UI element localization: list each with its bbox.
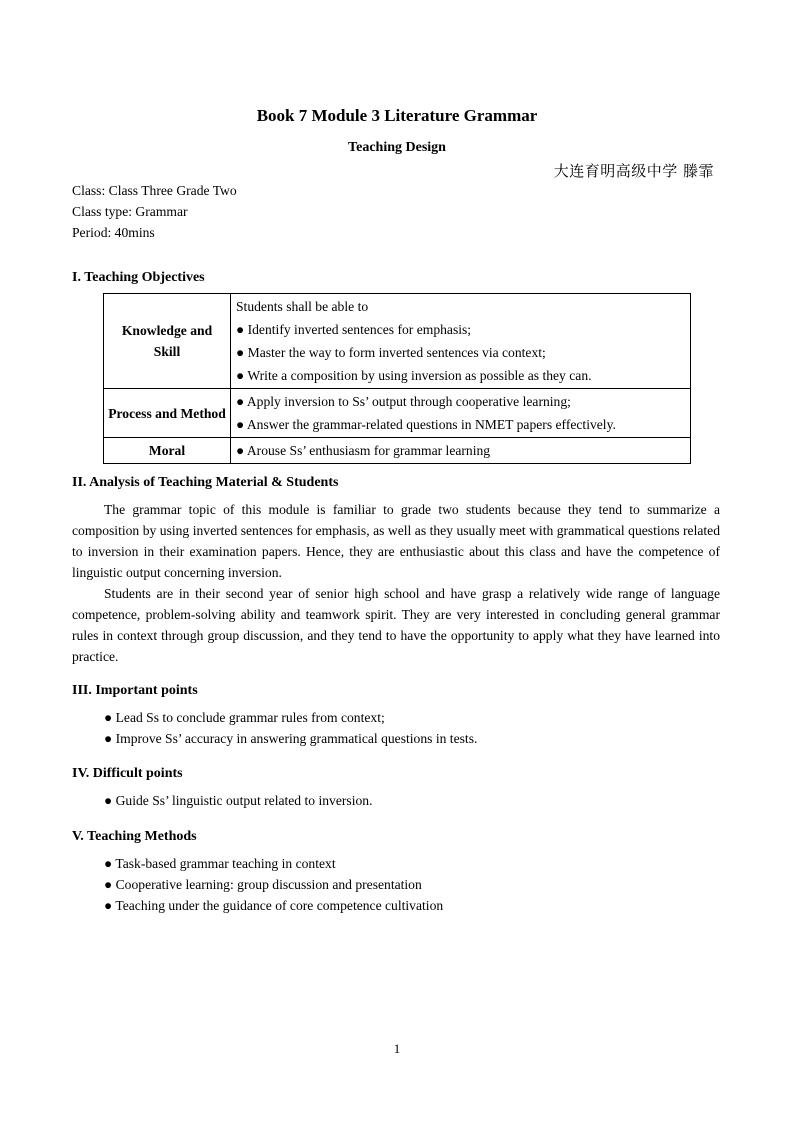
row-content-knowledge: [231, 294, 691, 389]
document-subtitle: Teaching Design: [348, 140, 446, 155]
list-item: ● Cooperative learning: group discussion and presentation: [104, 877, 422, 892]
class-line: Class: Class Three Grade Two: [72, 183, 237, 198]
list-item: ● Improve Ss’ accuracy in answering grammatical questions in tests.: [104, 731, 478, 746]
objective-line: ● Master the way to form inverted sentences via context;: [236, 345, 546, 360]
row-label-moral: Moral: [104, 438, 231, 464]
row-label-process: Process and Method: [104, 389, 231, 438]
list-item: ● Teaching under the guidance of core competence cultivation: [104, 898, 444, 913]
list-item: ● Guide Ss’ linguistic output related to inversion.: [104, 793, 373, 808]
document-title: Book 7 Module 3 Literature Grammar: [256, 106, 538, 125]
objective-line: ● Arouse Ss’ enthusiasm for grammar learning: [236, 443, 491, 458]
methods-list: [104, 853, 443, 916]
methods-heading: V. Teaching Methods: [72, 829, 197, 844]
class-type-line: Class type: Grammar: [72, 204, 188, 219]
difficult-points-list: [104, 790, 372, 811]
table-row: [104, 294, 691, 389]
period-line: Period: 40mins: [72, 225, 155, 240]
objective-line: ● Answer the grammar-related questions in NMET papers effectively.: [236, 417, 616, 432]
objective-line: ● Apply inversion to Ss’ output through cooperative learning;: [236, 394, 571, 409]
row-content-process: [231, 389, 691, 438]
difficult-points-heading: IV. Difficult points: [72, 766, 183, 781]
important-points-heading: III. Important points: [72, 683, 198, 698]
class-info: [72, 180, 237, 243]
objectives-heading: I. Teaching Objectives: [72, 270, 205, 285]
row-label-knowledge: Knowledge and Skill: [104, 294, 231, 389]
author-line: 大连育明高级中学 滕霏: [553, 162, 714, 180]
list-item: ● Lead Ss to conclude grammar rules from context;: [104, 710, 385, 725]
important-points-list: [104, 707, 477, 749]
analysis-paragraph: Students are in their second year of senior high school and have grasp a relatively wide range of language competence, problem-solving ability and teamwork spirit. They are very interested in concluding general grammar rules in context through group discussion, and they tend to have the opportunity to apply what they have learned into practice.: [72, 586, 720, 664]
row-content-moral: [231, 438, 691, 464]
table-row: [104, 389, 691, 438]
objective-line: ● Write a composition by using inversion as possible as they can.: [236, 368, 592, 383]
list-item: ● Task-based grammar teaching in context: [104, 856, 336, 871]
table-row: [104, 438, 691, 464]
objective-line: Students shall be able to: [236, 299, 369, 314]
objectives-table: [103, 293, 691, 464]
objective-line: ● Identify inverted sentences for emphasis;: [236, 322, 472, 337]
analysis-paragraph: The grammar topic of this module is familiar to grade two students because they tend to summarize a composition by using inverted sentences for emphasis, as well as they usually meet with grammatical questions related to inversion in their examination papers. Hence, they are enthusiastic about this class and have the competence of linguistic output concerning inversion.: [72, 502, 720, 580]
analysis-heading: II. Analysis of Teaching Material & Students: [72, 475, 339, 490]
page-number: 1: [393, 1041, 401, 1056]
